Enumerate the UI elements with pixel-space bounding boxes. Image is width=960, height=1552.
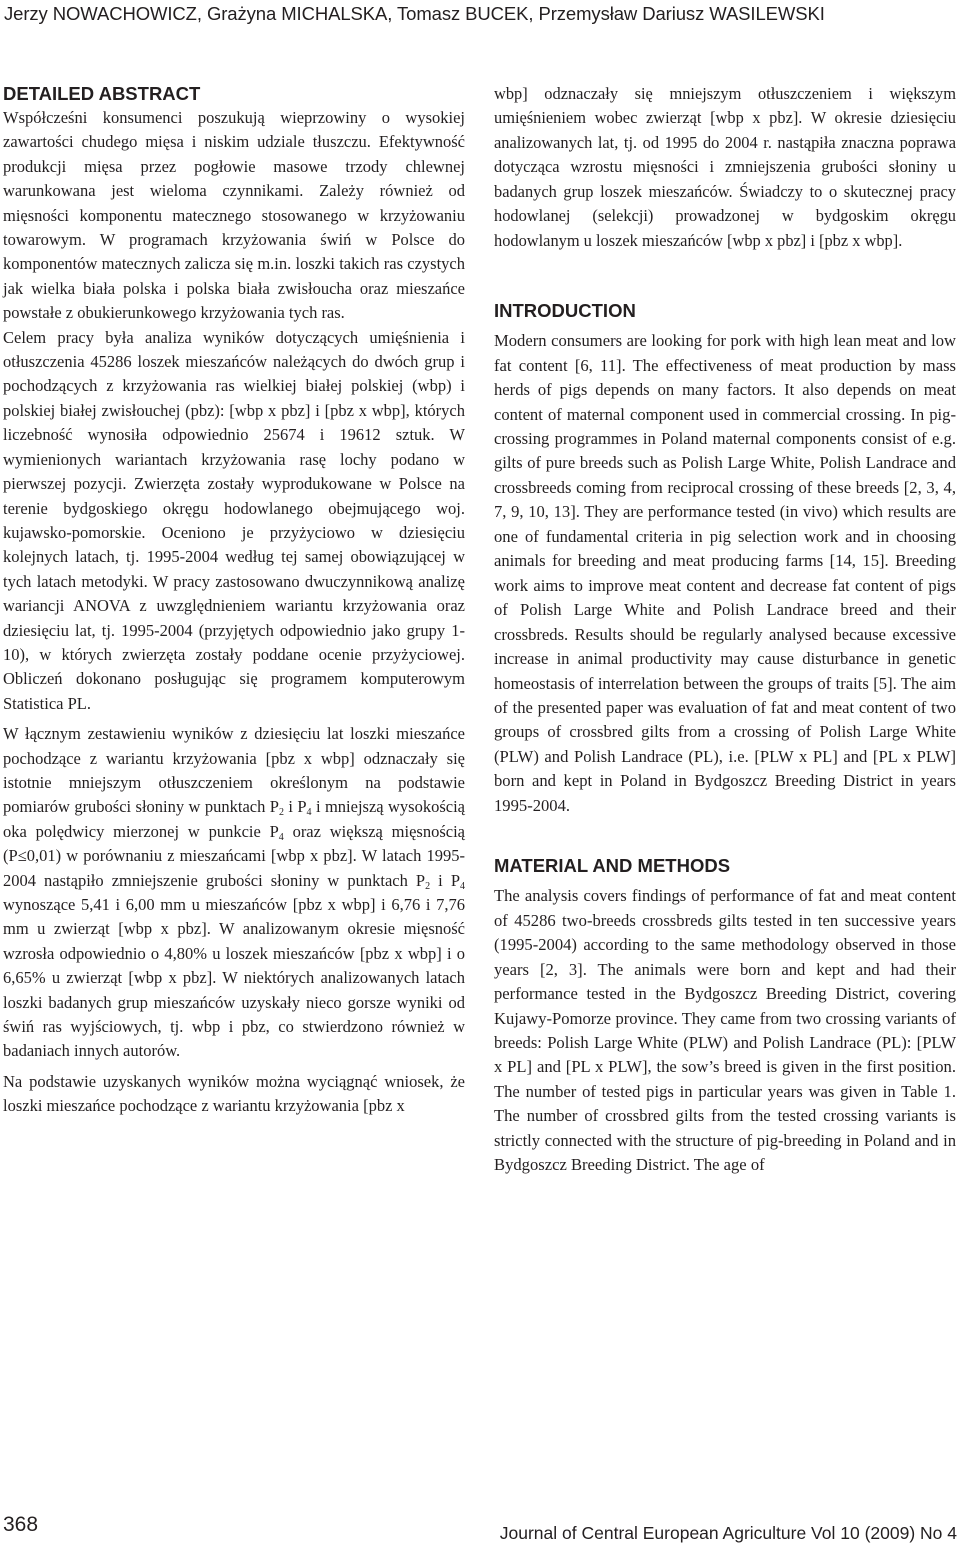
abstract-paragraph-2: Celem pracy była analiza wyników dotyczących umięśnienia i otłuszczenia 45286 loszek mieszańców należących do dwóch grup i pochodzących z krzyżowania ras wielkiej białej polskiej (wbp) i polskiej białej zwisłouchej (pbz): [wbp x pbz] i [pbz x wbp], których liczebność wynosiła odpowiednio 25674 i 19612 sztuk. W wymienionych wariantach krzyżowania rasę lochy podano w pierwszej pozycji. Zwierzęta zostały wyprodukowane w Polsce na terenie bydgoskiego okręgu hodowlanego obejmującego woj. kujawsko-pomorskie. Oceniono je przyżyciowo w dziesięciu kolejnych latach, tj. 1995-2004 według tej samej obowiązującej w tych latach metodyki. W pracy zastosowano dwuczynnikową analizę wariancji ANOVA z uwzględnieniem wariantu krzyżowania oraz dziesięciu lat, tj. 1995-2004 (przyjętych odpowiednio jako grupy 1-10), w których zwierzęta zostały poddane ocenie przyżyciowej. Obliczeń dokonano posługując się programem komputerowym Statistica PL. <box>3 327 465 713</box>
material-methods-heading: MATERIAL AND METHODS <box>494 855 731 877</box>
methods-text: The analysis covers findings of performance of fat and meat content of 45286 two-breeds crossbreds gilts tested in ten successive years (1995-2004) according to the same methodology observed in those years [2, 3]. The animals were born and kept and had their performance tested in the Bydgoszcz Breeding District, covering Kujawy-Pomorze province. They came from two crossing variants of breeds: Polish Large White (PLW) and Polish Landrace (PL): [PLW x PL] and [PL x PLW], the sow’s breed is given in the first position. The number of tested pigs in particular years was given in Table 1. The number of crossbred gilts from the tested crossing variants is strictly connected with the structure of pig-breeding in Poland and in Bydgoszcz Breeding District. The age of <box>494 886 956 1175</box>
abstract-paragraph-4-continued: wbp] odznaczały się mniejszym otłuszczeniem i większym umięśnieniem wobec zwierząt [wbp x pbz]. W okresie dziesięciu analizowanych lat, tj. od 1995 do 2004 r. nastąpiła znaczna poprawa dotycząca wzrostu mięsności i zmniejszenia grubości słoniny u badanych grup loszek mieszańców. Świadczy to o skutecznej pracy hodowlanej (selekcji) prowadzonej w bydgoskim okręgu hodowlanym u loszek mieszańców [wbp x pbz] i [pbz x wbp]. <box>494 84 956 250</box>
abstract-paragraph-4-start: Na podstawie uzyskanych wyników można wyciągnąć wniosek, że loszki mieszańce pochodzące z wariantu krzyżowania [pbz x <box>3 1071 465 1116</box>
running-header-authors: Jerzy NOWACHOWICZ, Grażyna MICHALSKA, Tomasz BUCEK, Przemysław Dariusz WASILEWSKI <box>4 3 825 24</box>
journal-footer: Journal of Central European Agriculture Vol 10 (2009) No 4 <box>499 1523 957 1543</box>
left-column <box>3 82 465 1119</box>
introduction-text: Modern consumers are looking for pork with high lean meat and low fat content [6, 11]. The effectiveness of meat production by mass herds of pigs depends on many factors. It also depends on meat content of maternal component used in commercial crossing. In pig-crossing programmes in Poland maternal components consist of e.g. gilts of pure breeds such as Polish Large White, Polish Landrace and crossbreeds coming from reciprocal crossing of these breeds [2, 3, 4, 7, 9, 10, 13]. They are performance tested (in vivo) which results are one of fundamental criteria in pig selection work and in choosing animals for breeding and meat producing farms [14, 15]. Breeding work aims to improve meat content and decrease fat content of pigs of Polish Large White and Polish Landrace breed and their crossbreds. Results should be regularly analysed because excessive increase in animal productivity may cause disturbance in genetic homeostasis of interrelation between the groups of traits [5]. The aim of the presented paper was evaluation of fat and meat content of two groups of crossbred gilts from a crossing of Polish Large White (PLW) and Polish Landrace (PL), i.e. [PLW x PL] and [PL x PLW] born and kept in Poland in Bydgoszcz Breeding District in years 1995-2004. <box>494 331 956 815</box>
page-number: 368 <box>3 1513 39 1536</box>
abstract-paragraph-3: W łącznym zestawieniu wyników z dziesięciu lat loszki mieszańce pochodzące z wariantu krzyżowania [pbz x wbp] odznaczały się istotnie mniejszym otłuszczeniem określonym na podstawie pomiarów grubości słoniny w punktach $P_2$ i $P_4$ i mniejszą wysokością oka polędwicy mierzonej w punkcie $P_4$ oraz większą mięsnością (P≤0,01) w porównaniu z mieszańcami [wbp x pbz]. W latach 1995-2004 nastąpiło zmniejszenie grubości słoniny w punktach $P_2$ i $P_4$ wynoszące 5,41 i 6,00 mm u mieszańców [pbz x wbp] i 6,76 i 7,76 mm u zwierząt [wbp x pbz]. W analizowanym okresie mięsność wzrosła odpowiednio o 4,80% u loszek mieszańców [pbz x wbp] i o 6,65% u zwierząt [wbp x pbz]. W niektórych analizowanych latach loszki badanych grup mieszańców uzyskały nieco gorsze wyniki od świń ras wyjściowych, tj. wbp i pbz, co stwierdzono również w badaniach innych autorów. <box>3 724 466 1061</box>
abstract-paragraph-1: Współcześni konsumenci poszukują wieprzowiny o wysokiej zawartości chudego mięsa i niskim udziale tłuszczu. Efektywność produkcji mięsa przez pogłowie masowe trzody chlewnej warunkowana jest wieloma czynnikami. Zależy również od mięsności komponentu matecznego stosowanego w krzyżowaniu towarowym. W programach krzyżowania świń w Polsce do komponentów matecznych zalicza się m.in. loszki takich ras czystych jak wielka biała polska i polska biała zwisłoucha oraz mieszańce powstałe z obukierunkowego krzyżowania tych ras. <box>3 108 465 323</box>
detailed-abstract-heading: DETAILED ABSTRACT <box>3 83 201 104</box>
introduction-heading: INTRODUCTION <box>494 300 636 322</box>
right-column <box>494 82 956 1178</box>
